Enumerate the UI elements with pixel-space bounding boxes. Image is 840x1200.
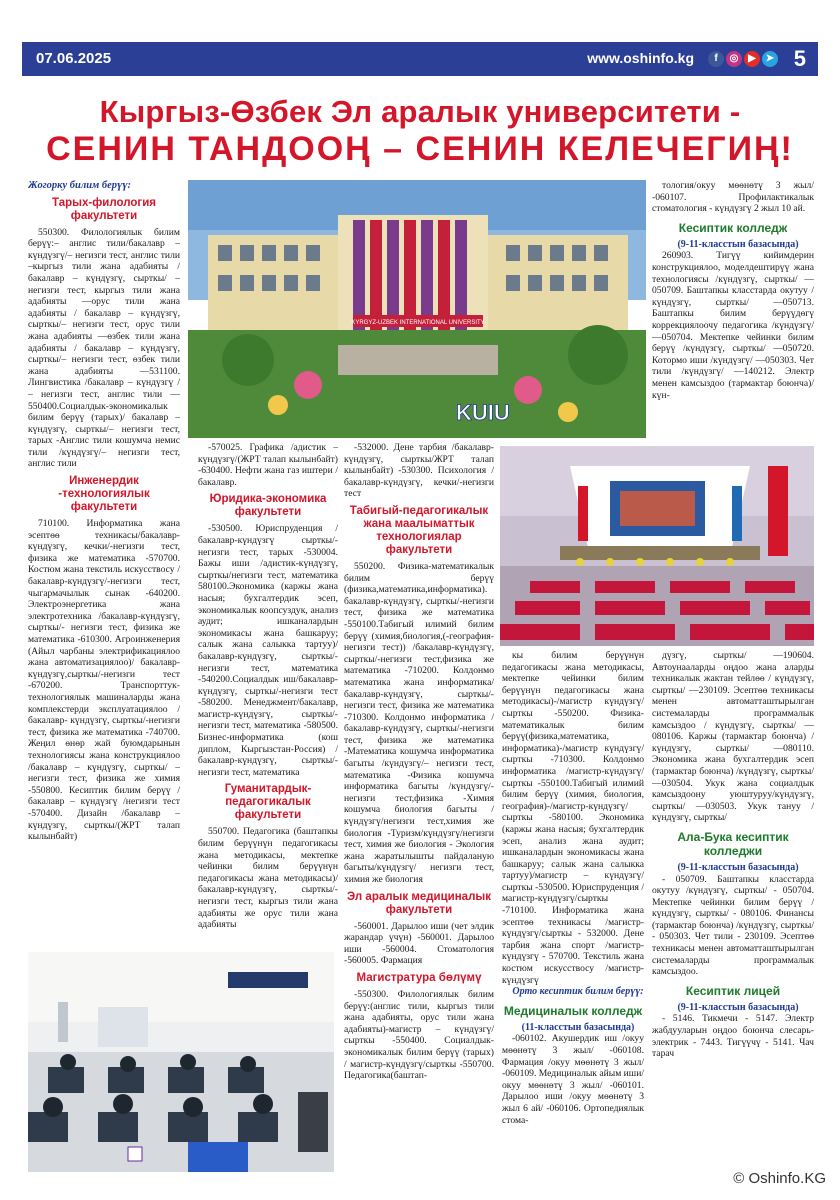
section-text-humanities-pedagogy: 550700. Педагогика (баштапкы билим берүүнүн педагогикасы жана методикасы, мектепке чейинки билим берүүнүн педагогикасы жана методикасы)/бакалавр-күндүзгү, сырткы/-негизги тест, кыргыз тили жана адабияты же орус тили жана адабияты [198,826,338,931]
section-title-humanities-pedagogy: Гуманитардык-педагогикалык факультети [224,783,312,822]
column-2-intro-text: -570025. Графика /адистик – күндүзгү/(ЖРТ талап кылынбайт) -630400. Нефти жана газ иштери / бакалавр. [198,442,338,488]
issue-date: 07.06.2025 [36,50,112,67]
university-building-photo [188,180,646,438]
section-title-magistracy: Магистратура бөлүмү [356,971,482,984]
section-title-law-economics: Юридика-экономика факультети [209,493,327,519]
secondary-education-title: Орто кесиптик билим берүү: [512,986,644,998]
telegram-icon[interactable]: ➤ [762,51,778,67]
section-text-law-economics: -530500. Юриспруденция /бакалавр-күндүзгү сырткы/-негизги тест, тарых -530004. Бажы иши /адистик-күндүзгү, сырткы/негизги тест, математика 580100.Экономика (каржы жана насыя; бухгалтердик эсеп, экономикалык коопсуздук, анализ аудит; ишканалардын экономикасы жана башкаруу; салык жана салыкка тартуу)/бакалавр-күндүзгү, сырткы/-негизги тест, математика -540200.Социалдык иш/бакалавр-күндүзгү, сырткы/-негизги тест -580200. Менеджмент/бакалавр, магистр-күндүзгү, сырткы/-негизги тест, математика -580500. Бизнес-информатика (кош диплом, Кыргызстан-Россия) /бакалавр-күндүзгү, сырткы/-негизги тест, математика [198,523,338,778]
header-bar [22,42,818,76]
section-text-professional-lyceum: - 5146. Тикмечи - 5147. Электр жабдууларын оңдоо боюнча слесарь- электрик - 7443. Тигүүчү - 5141. Чач тарач [652,1013,814,1060]
section-title-professional-lyceum: Кесиптик лицей [685,983,781,998]
section-sub-professional-lyceum: (9-11-класстын базасында) [677,1001,799,1013]
section-text-ala-buka-college: - 050709. Баштапкы класстарда окутуу /күндүзгү, сырткы/ - 050704. Мектепке чейинки билим берүү /күндүзгү, сырткы/ - 080106. Финансы (тармактар боюнча) /күндүзгү, сырткы/ - 050303. Чет тили - 230109. Эсептөө техникасы менен автоматташтырылган системаларды программалык камсыздоо. [652,873,814,978]
assembly-hall-photo [500,446,814,646]
section-text-natural-pedagogy: 550200. Физика-математикалык билим берүү (физика,математика,информатика). бакалавр-күндүзгү, сырткы/-негизги тест, физика же математика -550100.Табигый илимий билим берүү (химия,биология,(-география-негизги тест)) /бакалавр-күндүзгү, сырткы/-негизги тест,физика же математика -710200. Колдонмо математика жана информатика/бакалавр-күндүзгү, сырткы/- негизги тест, физика же математика -710300. Колдонмо информатика /бакалавр-күндүзгү, сырткы/-негизги тест, физика же математика -Математика кошумча информатика багыты /күндүзгү/– негизги тест, математика -Физика кошумча информатика багыты /күндүзгү/-негизги тест,физика -Химия кошумча биология багыты /күндүзгү/негизги тест,химия же биология -Туризм/күндүзгү/негизги тест, химия же биология - Экология жана жаратылышты пайдаланую багыты/күндүзгү/ негизги тест, химия же биология [344,560,494,885]
kicker-higher-education: Жогорку билим берүү: [28,180,132,191]
section-text-history-philology: 550300. Филологиялык билим берүү:– англис тили/бакалавр – күндүзгү/– негизги тест, англис тили –кыргыз тили жана адабияты /бакалавр – күндүзгү, сырткы/ – негизги тест, кыргыз тили жана адабияты —орус тили жана адабияты / бакалавр – күндүзгү, сырткы/– негизги тест, орус тили жана адабияты —өзбек тили жана адабияты / бакалавр – күндүзгү, сырткы/– негизги тест, өзбек тили жана адабияты —531100. Лингвистика /бакалавр – күндүзгү / – негизги тест, англис тили —550400.Социалдык-экономикалык билим берүү (тарых)/ бакалавр – күндүзгү, сырткы/– негизги тест, тарых -Англис тили кошумча немис тили /күндүзгү/– негизги тест, англис тили [28,226,180,470]
column-6-intro-text: дүзгү, сырткы/ —190604. Автоунааларды оңдоо жана аларды техникалык жактан тейлөө / күндүзгү, сырткы/ —230109. Эсептөө техникасы менен автоматташтырылган системаларды программалык камсыздоо / күндүзгү, сырткы/ —080106. Каржы (тармактар боюнча) / күндүзгү, сырткы/ —080110. Экономика жана бухгалтердик эсеп (тармактар боюнча) /күндүзгү, сырткы/ —030504. Укук жана социалдык камсыздоону уюштуруу/күндүзгү, сырткы/ —030503. Укук тануу / күндүзгү, сырткы/ [652,650,814,824]
section-sub-ala-buka-college: (9-11-класстын базасында) [677,861,799,873]
section-title-professional-college: Кесиптик колледж [678,220,788,235]
social-icons [708,51,778,67]
headline-line-1: Кыргыз-Өзбек Эл аралык университети - [99,94,741,129]
section-sub-professional-college: (9-11-класстын базасында) [677,238,799,250]
column-4 [502,650,644,1182]
section-title-natural-pedagogy: Табигый-педагогикалык жана маалыматтык технологиялар факультети [349,504,489,556]
section-text-international-medical: -560001. Дарылоо иши (чет элдик жарандар үчүн) -560001. Дарылоо иши -560004. Стоматология -560005. Фармация [344,920,494,967]
section-title-international-medical: Эл аралык медициналык факультети [347,890,491,916]
column-6 [652,650,814,1174]
headline-line-2: СЕНИН ТАНДООҢ – СЕНИН КЕЛЕЧЕГИҢ! [46,130,794,168]
section-sub-medical-college: (11-класстын базасында) [521,1021,635,1033]
site-url[interactable]: www.oshinfo.kg [587,50,694,66]
section-text-medical-college: -060102. Акушердик иш /окуу мөөнөтү 3 жыл/ -060108. Фармация /окуу мөөнөтү 3 жыл/ -060109. Медициналык айым иши/окуу мөөнөтү 3 жыл/ -060101. Дарылоо иши /окуу мөөнөтү 3 жыл 6 ай/ -060106. Ортопедиялык стома- [502,1033,644,1126]
column-1 [28,180,180,948]
section-text-professional-college: 260903. Тигүү кийимдерин конструкциялоо, моделдештирүү жана технологиясы /күндүзгү, сырткы/ —050709. Баштапкы класстарда окутуу /күндүзгү, сырткы/ —050713. Баштапкы билим берүүдөгү коррекциялоочу педагогика /күндүзгү/ —050704. Мектепке чейинки билим берүү /күндүзгү, сырткы/ —050720. Котормо иши /күндүзгү/ —050303. Чет тили /күндүзгү/ —140212. Электр менен камсыздоо (тармактар боюнча)/күн- [652,250,814,401]
column-2 [198,442,338,948]
column-5-intro-text: тология/окуу мөөнөтү 3 жыл/ -060107. Профилактикалык стоматология - күндүзгү 2 жыл 10 ай. [652,180,814,215]
section-title-engineering: Инженердик -технологиялык факультети [58,475,150,514]
column-4-intro-text: кы билим берүүнүн педагогикасы жана методикасы, мектепке чейинки билим берүүнүн педагогикасы жана методикасы)-/магистр күндүзгү/сырткы -550200. Физика-математикалык билим берүү(физика,математика, информатика)-/магистр күндүзгү/сырткы -710300. Колдонмо информатика /магистр-күндүзгү/ сырткы -550100.Табигый илимий билим берүү (химия, биология, география)-/магистр-күндүзгү/ сырткы -580100. Экономика (каржы жана насыя; бухгалтердик эсеп, анализ жана аудит; ишканалардын экономикасы жана башкаруу; салык жана салыкка тартуу)/магистр – күндүзгү/сырткы -530500. Юриспруденция / магистр-күндүзгү/сырткы -710100. Информатика жана эсептөө техникасы /магистр-күндүзгү/сырткы - 532000. Дене тарбия жана спорт /магистр-күндүзгү - 570700. Текстиль жана костюм искусствосу /магистр-күндүзгү [502,650,644,986]
section-title-ala-buka-college: Ала-Бука кесиптик колледжи [677,829,789,858]
computer-class-photo [28,952,334,1172]
page-number: 5 [793,46,806,71]
youtube-icon[interactable]: ▶ [744,51,760,67]
section-title-history-philology: Тарых-филология факультети [52,196,156,222]
instagram-icon[interactable]: ◎ [726,51,742,67]
section-text-magistracy: -550300. Филологиялык билим берүү:(англис тили, кыргыз тили жана адабияты, орус тили жана адабияты)-магистр – күндүзгү/сырткы -550400. Социалдык-экономикалык билим берүү (тарых) / магистр-күндүзгү/сырткы -550700. Педагогика(баштап- [344,988,494,1082]
facebook-icon[interactable]: f [708,51,724,67]
copyright-notice: © Oshinfo.KG [733,1170,826,1187]
column-3-intro-text: -532000. Дене тарбия /бакалавр-күндүзгү, сырткы/ЖРТ талап кылынбайт) -530300. Психология /бакалавр-күндүзгү, кечки/-негизги тест [344,442,494,500]
column-5 [652,180,814,442]
section-title-medical-college: Медициналык колледж [503,1003,643,1018]
section-text-engineering: 710100. Информатика жана эсептөө техникасы/бакалавр-күндүзгү, кечки/-негизги тест, физика же математика -570700. Костюм жана текстиль искусствосу /бакалавр-күндүзгү/-негизги тест, чыгармачылык сынак -640200. Электроэнергетика жана электротехника /бакалавр-күндүзгү, сырткы/- негизги тест, физика же математика -610300. Агроинженерия (Айыл чарбаны электрификациялоо жана автоматизациялоо)/ бакалавр-күндүзгү,сырткы/-негизги тест -670200. Транспорттук-технологиялык машиналарды жана комплекстерди эксплуатациялоо /бакалавр- күндүзгү, сырткы/-негизги тест, физика же математика -740700. Жеңил өнөр жай буюмдарынын технологиясы жана конструкциялоо /бакалавр – күндүзгү, сырткы/ – негизги тест, физика же химия -550800. Кесиптик билим берүү /бакалавр – күндүзгү /негизги тест -570400. Дизайн /бакалавр – күндүзгү, сырткы/(ЖРТ талап кылынбайт) [28,518,180,843]
building-sign-text: KYRGYZ-UZBEK INTERNATIONAL UNIVERSITY [351,320,485,326]
column-3 [344,442,494,1182]
building-logo-text: KUIU [456,400,510,425]
